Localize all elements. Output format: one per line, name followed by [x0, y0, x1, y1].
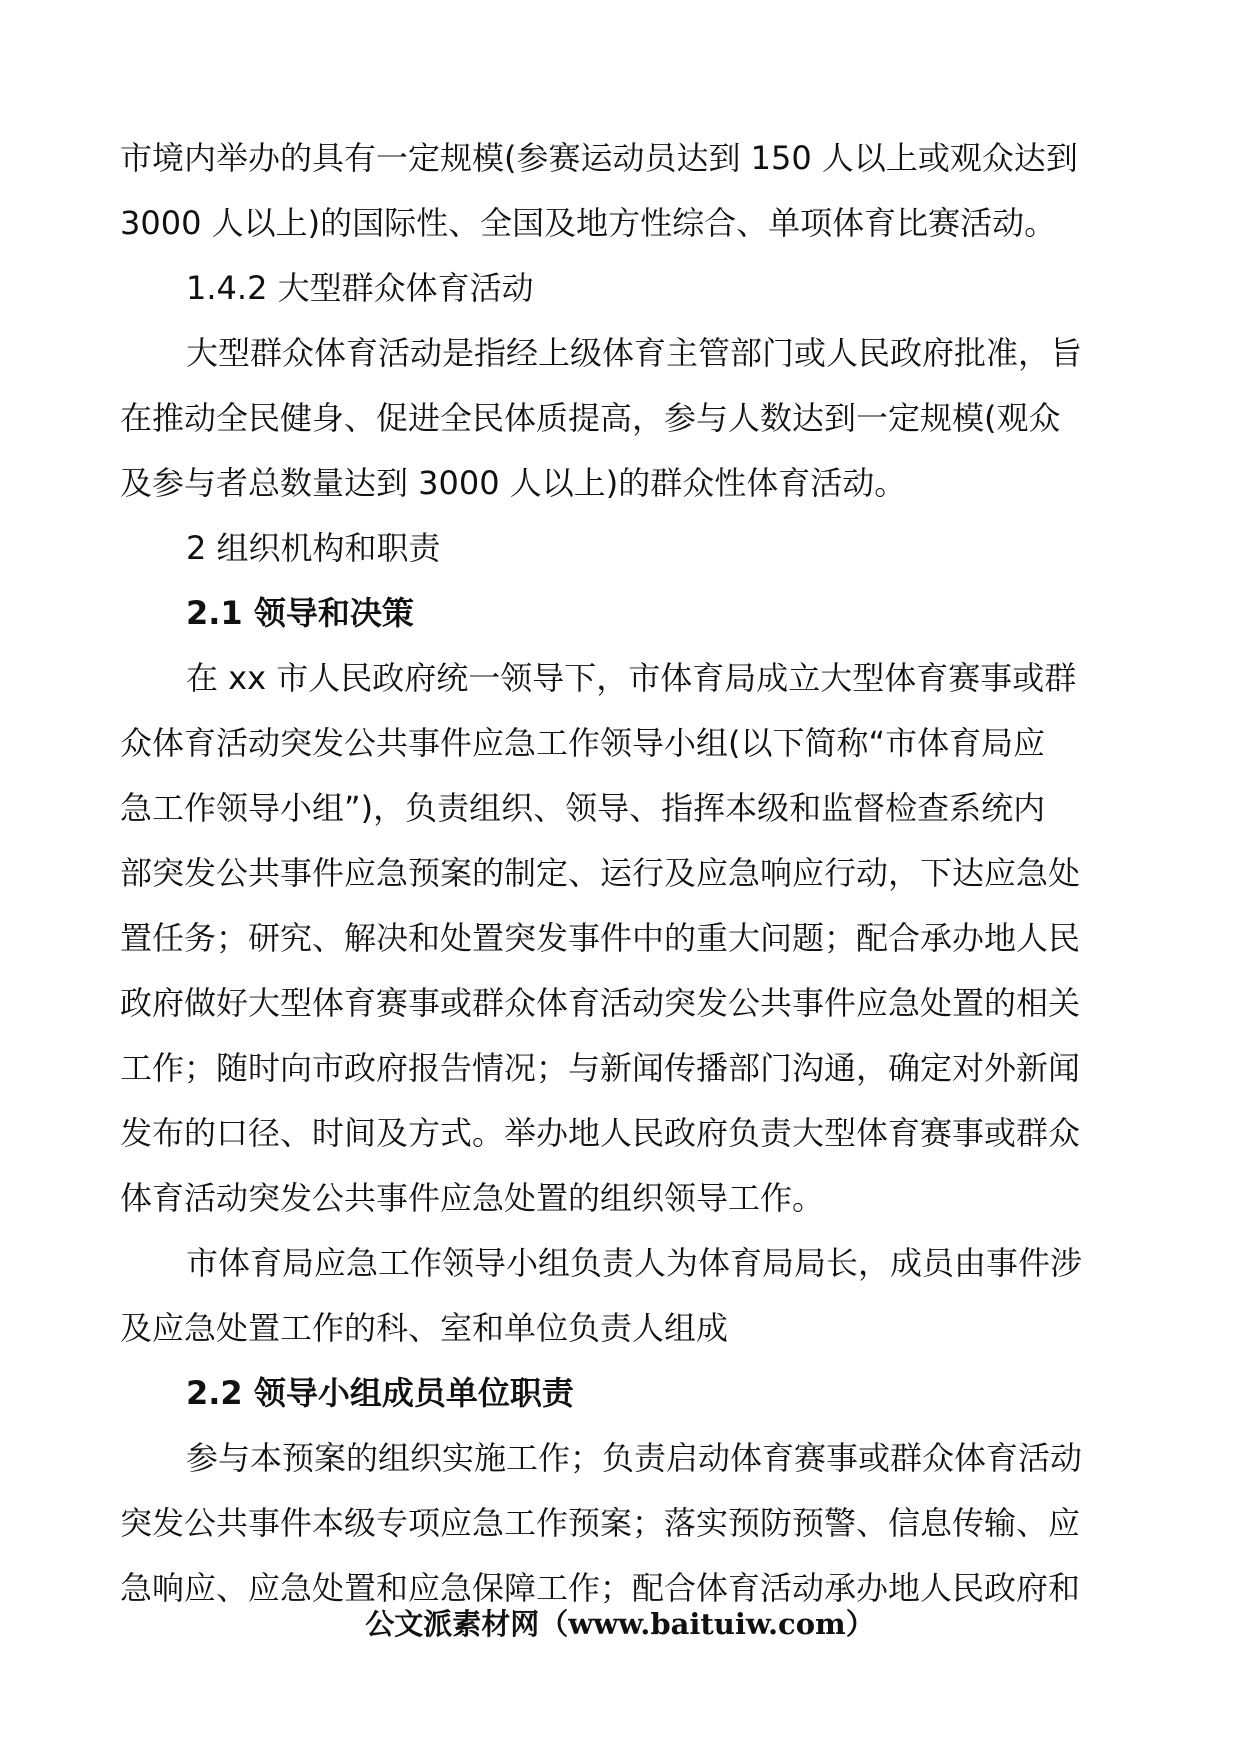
- text-line: 政府做好大型体育赛事或群众体育活动突发公共事件应急处置的相关: [120, 984, 1081, 1022]
- text-line: 市境内举办的具有一定规模(参赛运动员达到 150 人以上或观众达到: [120, 139, 1078, 177]
- footer-watermark: 公文派素材网（www.baituiw.com）: [365, 1607, 875, 1641]
- text-line: 急响应、应急处置和应急保障工作；配合体育活动承办地人民政府和: [120, 1569, 1081, 1607]
- text-line: 在推动全民健身、促进全民体质提高，参与人数达到一定规模(观众: [120, 399, 1061, 437]
- document-body: [120, 126, 1130, 1621]
- text-line: 众体育活动突发公共事件应急工作领导小组(以下简称“市体育局应: [120, 724, 1046, 762]
- heading-1-4-2: 1.4.2 大型群众体育活动: [186, 269, 534, 307]
- paragraph-3: [120, 646, 1130, 1231]
- text-line: 突发公共事件本级专项应急工作预案；落实预防预警、信息传输、应: [120, 1504, 1081, 1542]
- text-line: 工作；随时向市政府报告情况；与新闻传播部门沟通，确定对外新闻: [120, 1049, 1081, 1087]
- text-line: 3000 人以上)的国际性、全国及地方性综合、单项体育比赛活动。: [120, 204, 1057, 242]
- paragraph-1: [120, 126, 1130, 256]
- text-line: 及应急处置工作的科、室和单位负责人组成: [120, 1309, 729, 1347]
- paragraph-2: [120, 321, 1130, 516]
- heading-2: 2 组织机构和职责: [186, 529, 441, 567]
- text-line: 及参与者总数量达到 3000 人以上)的群众性体育活动。: [120, 464, 907, 502]
- text-line: 在 xx 市人民政府统一领导下，市体育局成立大型体育赛事或群: [186, 659, 1077, 697]
- paragraph-5: [120, 1426, 1130, 1621]
- text-line: 急工作领导小组”)，负责组织、领导、指挥本级和监督检查系统内: [120, 789, 1046, 827]
- heading-2-1: 2.1 领导和决策: [186, 594, 414, 632]
- text-line: 市体育局应急工作领导小组负责人为体育局局长，成员由事件涉: [186, 1244, 1083, 1282]
- text-line: 部突发公共事件应急预案的制定、运行及应急响应行动，下达应急处: [120, 854, 1081, 892]
- text-line: 体育活动突发公共事件应急处置的组织领导工作。: [120, 1179, 825, 1217]
- text-line: 参与本预案的组织实施工作；负责启动体育赛事或群众体育活动: [186, 1439, 1083, 1477]
- text-line: 发布的口径、时间及方式。举办地人民政府负责大型体育赛事或群众: [120, 1114, 1081, 1152]
- text-line: 置任务；研究、解决和处置突发事件中的重大问题；配合承办地人民: [120, 919, 1081, 957]
- heading-2-2: 2.2 领导小组成员单位职责: [186, 1374, 574, 1412]
- paragraph-4: [120, 1231, 1130, 1361]
- text-line: 大型群众体育活动是指经上级体育主管部门或人民政府批准，旨: [186, 334, 1083, 372]
